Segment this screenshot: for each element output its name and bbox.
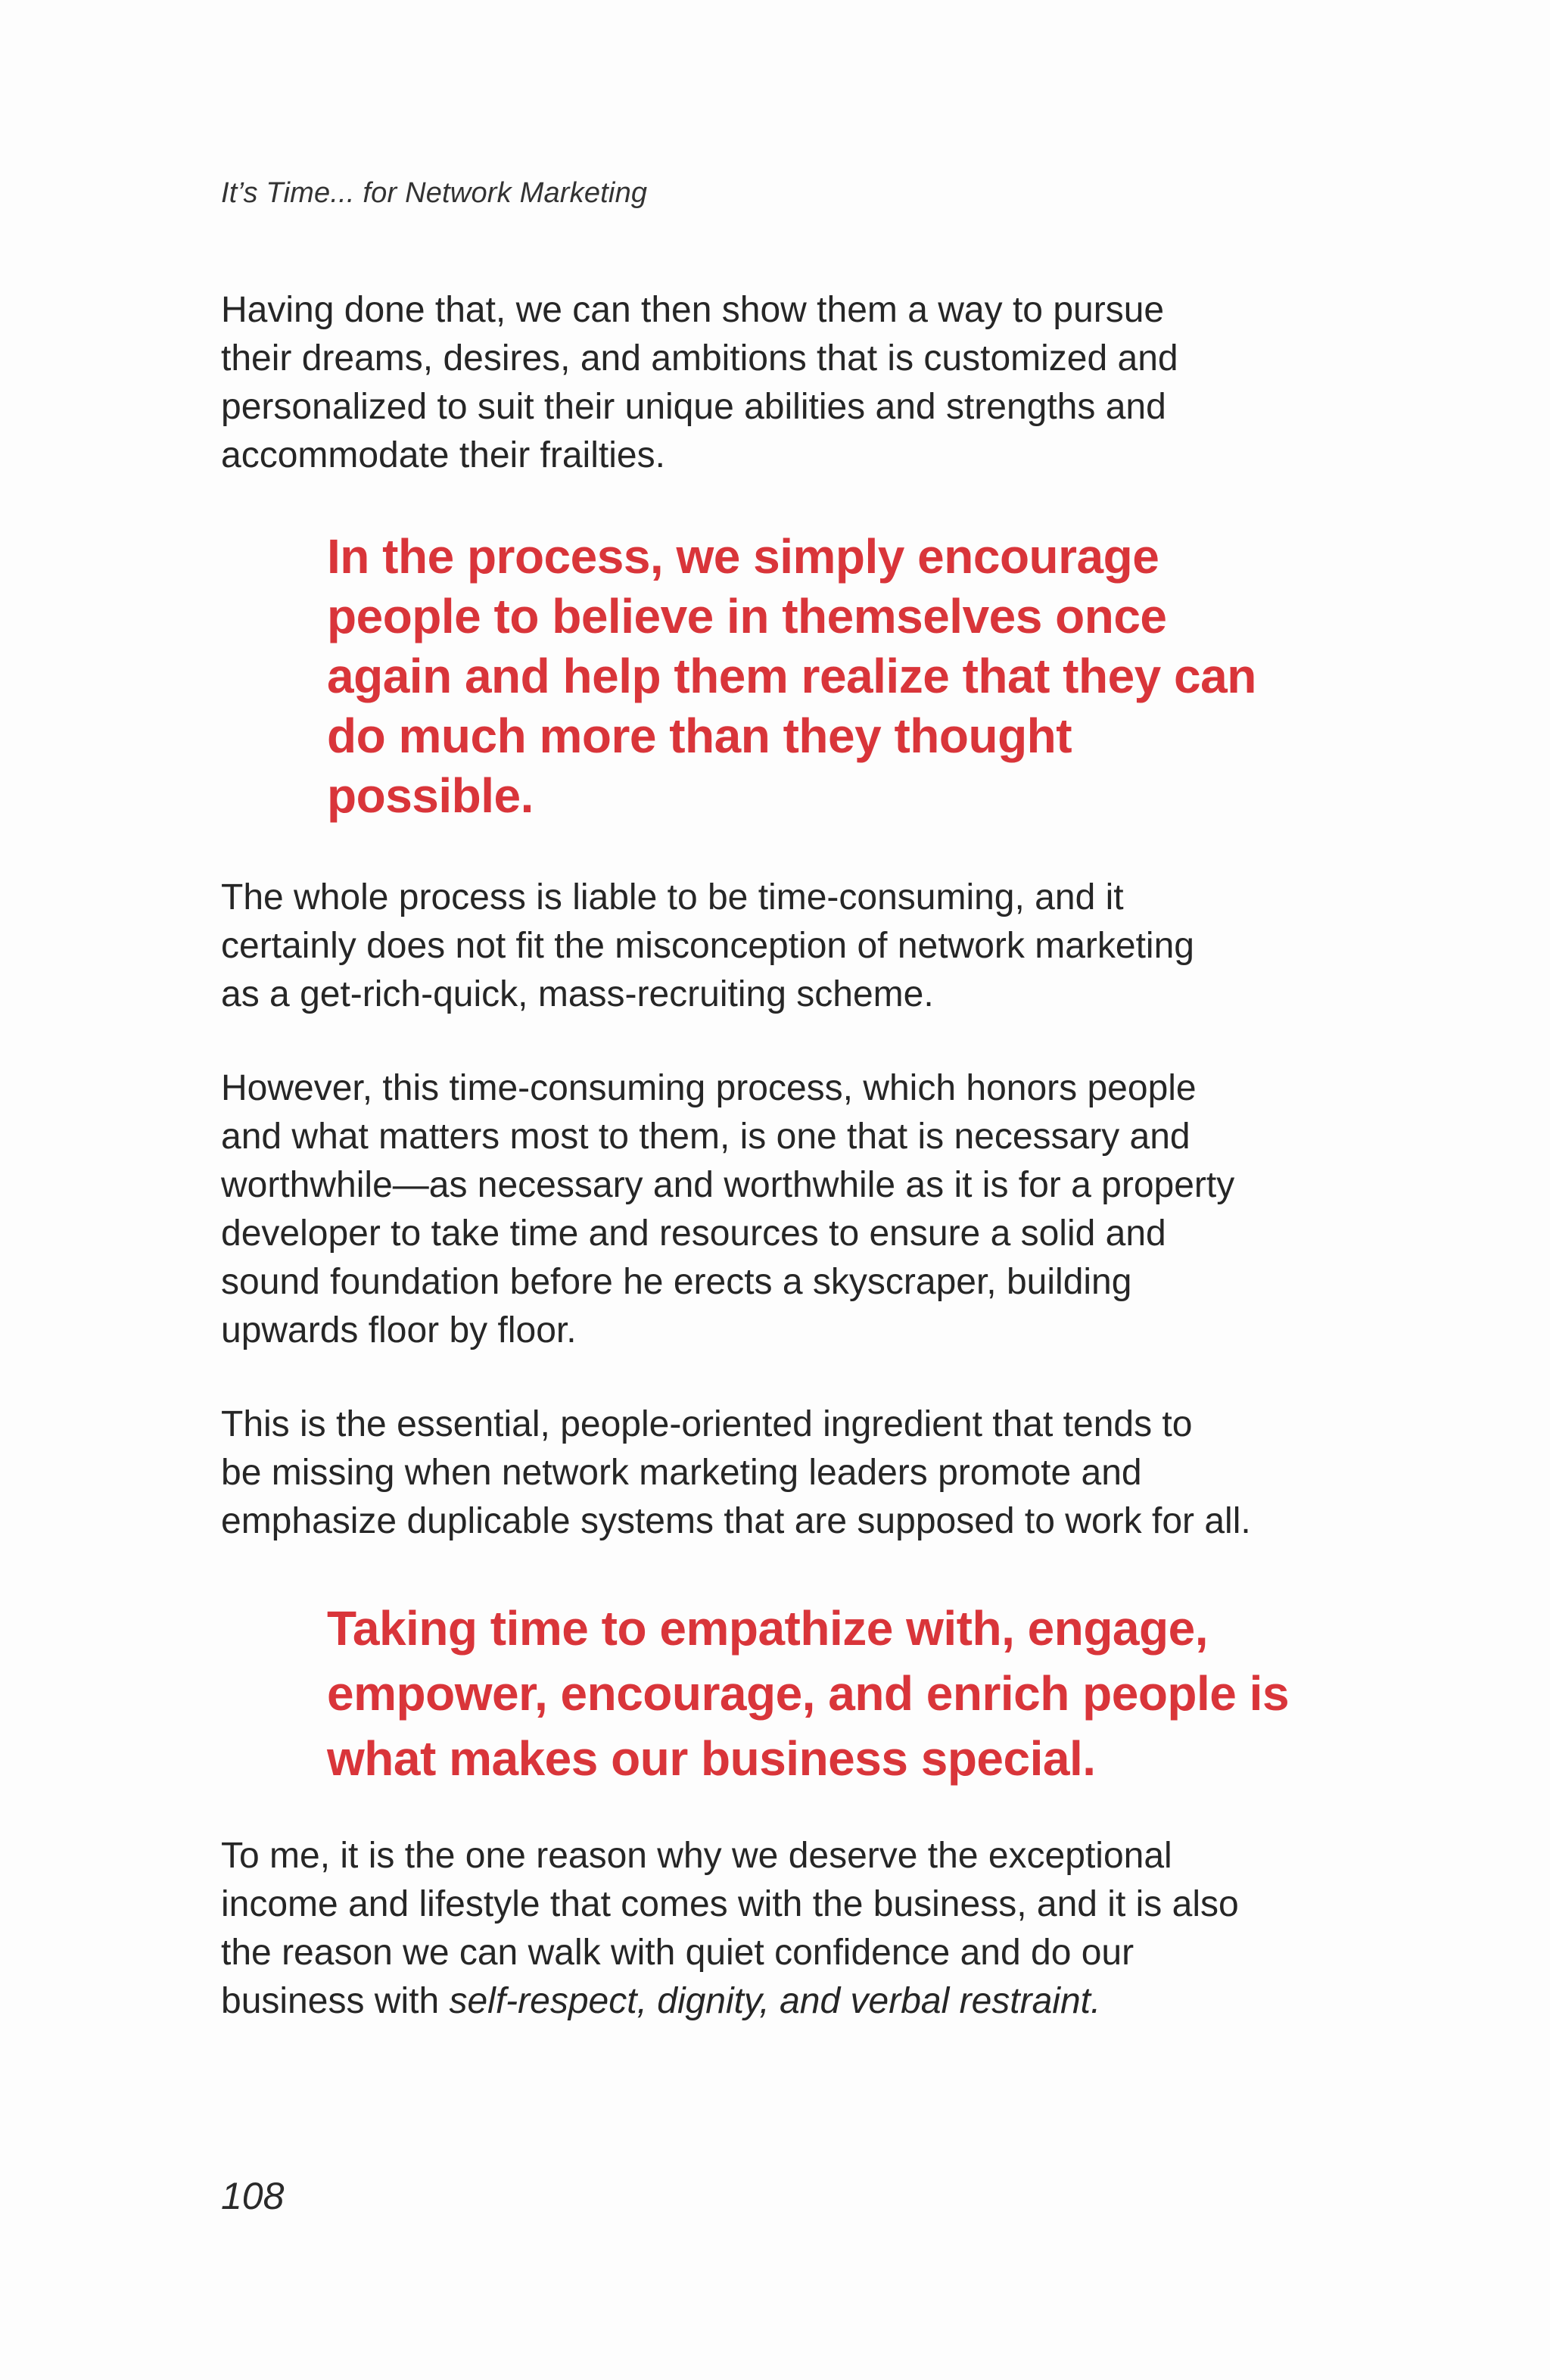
paragraph-line: as a get-rich-quick, mass-recruiting scheme. xyxy=(221,974,934,1014)
paragraph-line: developer to take time and resources to ensure a solid and xyxy=(221,1213,1166,1254)
paragraph-line: Having done that, we can then show them a way to pursue xyxy=(221,290,1165,330)
pull-quote-line: do much more than they thought xyxy=(327,709,1072,763)
paragraph-line: worthwhile—as necessary and worthwhile as it is for a property xyxy=(221,1165,1235,1205)
pull-quote-line: empower, encourage, and enrich people is xyxy=(327,1666,1290,1721)
paragraph-line: income and lifestyle that comes with the business, and it is also xyxy=(221,1884,1239,1924)
paragraph-line: accommodate their frailties. xyxy=(221,435,665,475)
paragraph-line: This is the essential, people-oriented ingredient that tends to xyxy=(221,1404,1193,1444)
paragraph-line: However, this time-consuming process, which honors people xyxy=(221,1068,1197,1108)
page-number: 108 xyxy=(221,2175,285,2217)
pull-quote-line: people to believe in themselves once xyxy=(327,589,1167,643)
paragraph-line: To me, it is the one reason why we deserve the exceptional xyxy=(221,1836,1172,1876)
paragraph-line: be missing when network marketing leaders promote and xyxy=(221,1453,1142,1493)
paragraph-3 xyxy=(221,1064,1341,1355)
pull-quote-line: In the process, we simply encourage xyxy=(327,529,1159,584)
last-line-prefix: business with xyxy=(221,1981,450,2021)
paragraph-4 xyxy=(221,1400,1341,1546)
pull-quote-2 xyxy=(327,1596,1356,1791)
pull-quote-line: Taking time to empathize with, engage, xyxy=(327,1601,1208,1656)
paragraph-1 xyxy=(221,286,1341,480)
paragraph-line: their dreams, desires, and ambitions that is customized and xyxy=(221,338,1178,378)
paragraph-line: certainly does not fit the misconception of network marketing xyxy=(221,926,1194,966)
pull-quote-line: again and help them realize that they can xyxy=(327,649,1256,703)
emphasized-phrase: self-respect, dignity, and verbal restraint. xyxy=(449,1981,1101,2021)
paragraph-5 xyxy=(221,1832,1341,2026)
running-header: It’s Time... for Network Marketing xyxy=(221,177,648,209)
paragraph-line: upwards floor by floor. xyxy=(221,1310,577,1350)
paragraph-line: emphasize duplicable systems that are supposed to work for all. xyxy=(221,1501,1251,1541)
pull-quote-line: what makes our business special. xyxy=(327,1731,1096,1786)
paragraph-line: and what matters most to them, is one that is necessary and xyxy=(221,1117,1191,1157)
paragraph-line: personalized to suit their unique abilities and strengths and xyxy=(221,387,1166,427)
paragraph-line: the reason we can walk with quiet confidence and do our xyxy=(221,1933,1134,1973)
paragraph-line: sound foundation before he erects a skyscraper, building xyxy=(221,1262,1132,1302)
pull-quote-1 xyxy=(327,527,1356,826)
paragraph-line-last xyxy=(221,1977,1341,2026)
pull-quote-line: possible. xyxy=(327,768,534,823)
paragraph-2 xyxy=(221,874,1341,1019)
paragraph-line: The whole process is liable to be time-consuming, and it xyxy=(221,877,1124,917)
